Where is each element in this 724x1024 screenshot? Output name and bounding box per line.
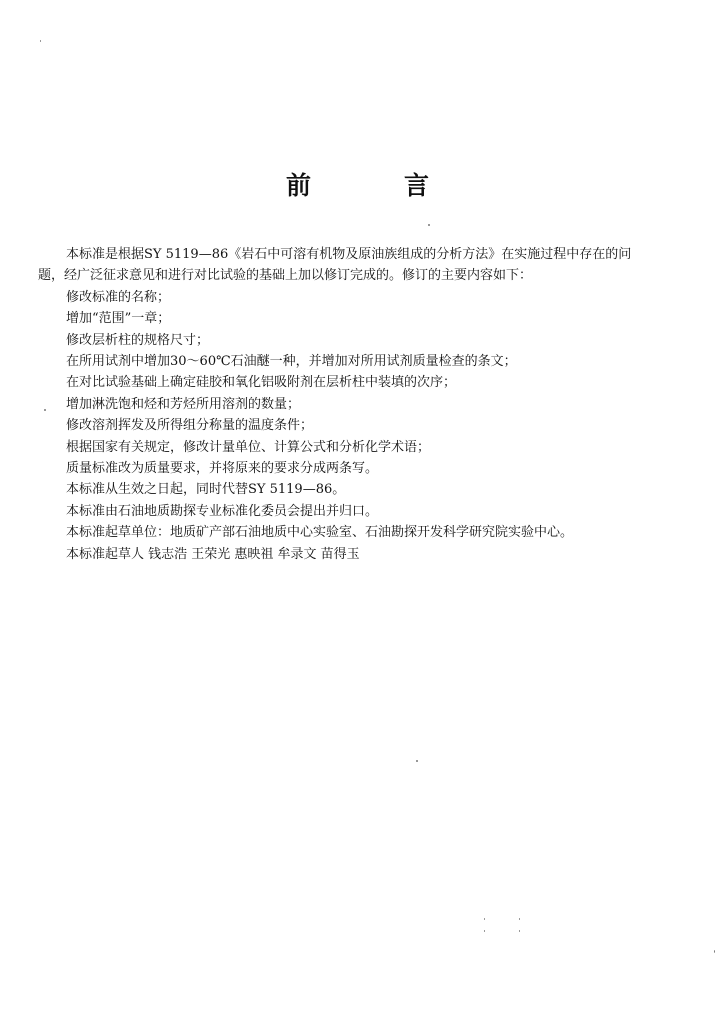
title-char-1: 前 bbox=[286, 171, 312, 200]
scan-speck bbox=[44, 409, 46, 411]
title-char-2: 言 bbox=[404, 171, 430, 200]
scan-speck bbox=[519, 930, 520, 932]
list-item: 修改溶剂挥发及所得组分称量的温度条件； bbox=[66, 418, 314, 434]
scan-speck bbox=[484, 918, 485, 920]
proposer-note: 本标准由石油地质勘探专业标准化委员会提出并归口。 bbox=[66, 503, 379, 519]
list-item: 增加“范围”一章； bbox=[66, 311, 171, 327]
scan-speck bbox=[714, 950, 715, 953]
effective-note: 本标准从生效之日起，同时代替SY 5119—86。 bbox=[66, 482, 346, 498]
list-item: 修改标准的名称； bbox=[66, 289, 171, 305]
list-item: 根据国家有关规定，修改计量单位、计算公式和分析化学术语； bbox=[66, 439, 431, 455]
intro-paragraph-line-2: 题，经广泛征求意见和进行对比试验的基础上加以修订完成的。修订的主要内容如下： bbox=[38, 268, 533, 284]
list-item: 修改层析柱的规格尺寸； bbox=[66, 332, 210, 348]
scan-speck bbox=[484, 930, 485, 932]
scan-speck bbox=[519, 918, 520, 920]
scan-speck bbox=[40, 40, 41, 42]
scan-speck bbox=[416, 760, 418, 762]
intro-paragraph-line-1: 本标准是根据SY 5119—86《岩石中可溶有机物及原油族组成的分析方法》在实施过程中存在的问 bbox=[66, 247, 632, 262]
document-body bbox=[38, 244, 686, 565]
drafting-unit: 本标准起草单位：地质矿产部石油地质中心实验室、石油勘探开发科学研究院实验中心。 bbox=[66, 525, 574, 541]
drafters: 本标准起草人 钱志浩 王荣光 惠映祖 牟录文 苗得玉 bbox=[66, 546, 360, 562]
scan-speck bbox=[428, 224, 430, 226]
list-item: 质量标准改为质量要求，并将原来的要求分成两条写。 bbox=[66, 461, 379, 477]
list-item: 在所用试剂中增加30～60℃石油醚一种，并增加对所用试剂质量检查的条文； bbox=[66, 354, 517, 370]
list-item: 在对比试验基础上确定硅胶和氧化铝吸附剂在层析柱中装填的次序； bbox=[66, 375, 457, 391]
list-item: 增加淋洗饱和烃和芳烃所用溶剂的数量； bbox=[66, 396, 301, 412]
